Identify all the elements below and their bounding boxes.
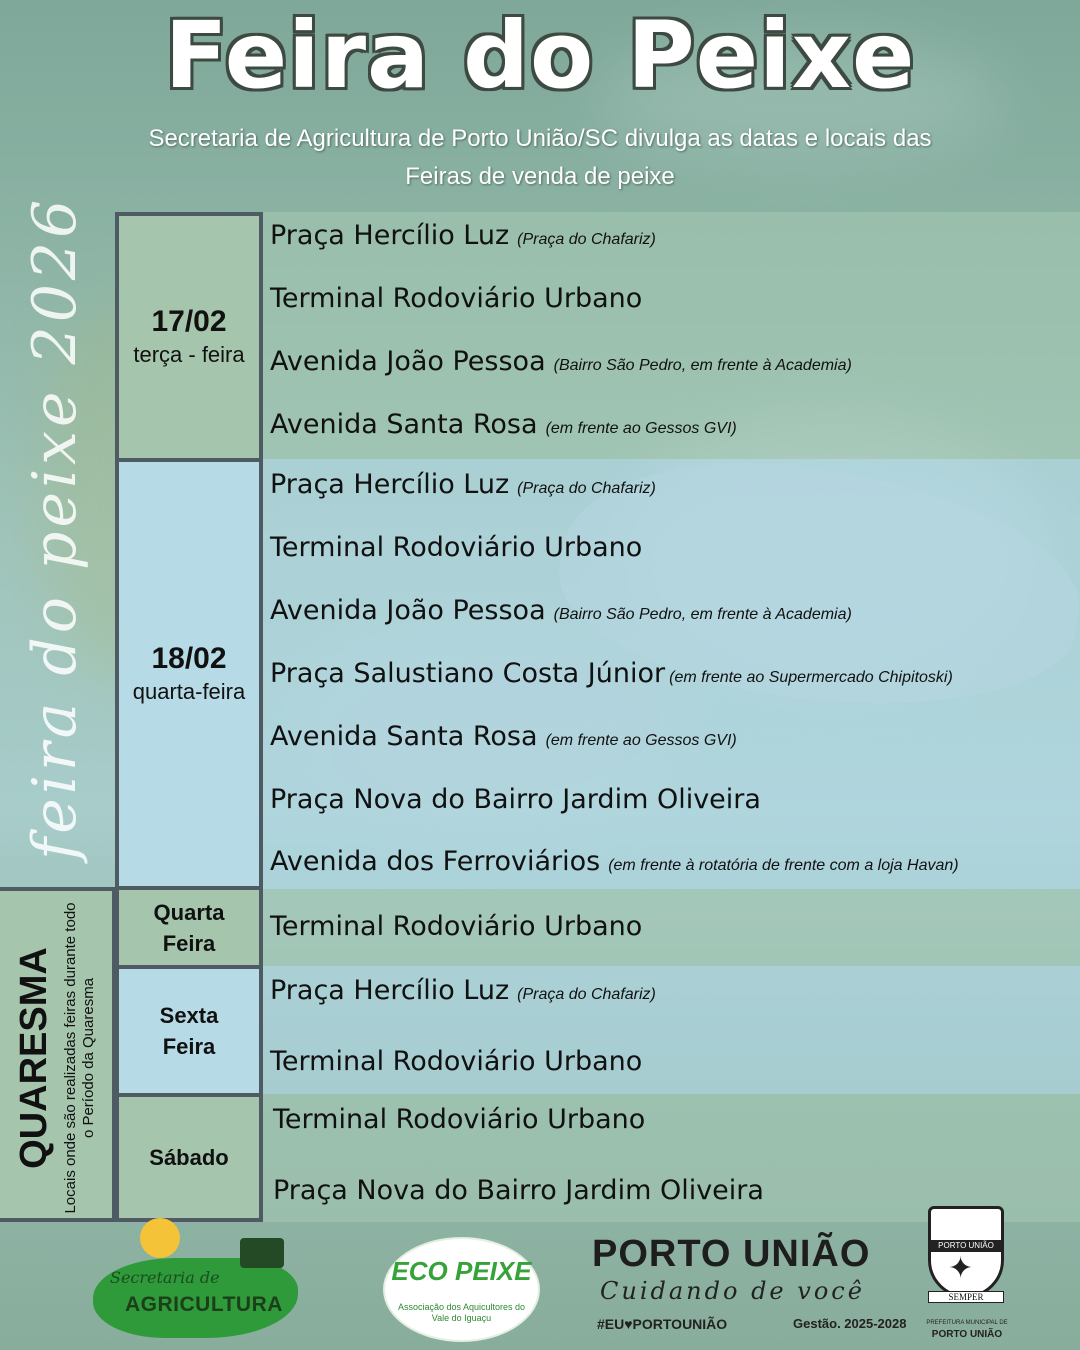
location-name: Avenida Santa Rosa bbox=[270, 409, 538, 440]
location-note: (Bairro São Pedro, em frente à Academia) bbox=[553, 357, 852, 374]
location-name: Praça Hercílio Luz bbox=[270, 469, 510, 500]
location-name: Praça Nova do Bairro Jardim Oliveira bbox=[273, 1175, 764, 1206]
location-item bbox=[270, 975, 656, 1006]
location-item bbox=[270, 658, 953, 689]
location-item bbox=[270, 532, 642, 563]
subtitle-line: Secretaria de Agricultura de Porto União/SC divulga as datas e locais das bbox=[148, 125, 932, 152]
crest-band-text: PORTO UNIÃO bbox=[938, 1241, 994, 1250]
crest-motto: SEMPER bbox=[928, 1291, 1004, 1303]
crest-prefeitura-name: PORTO UNIÃO bbox=[931, 1329, 1003, 1340]
quaresma-panel bbox=[0, 887, 116, 1222]
weekday-label: terça - feira bbox=[133, 342, 245, 367]
location-item bbox=[270, 911, 642, 942]
crest-prefeitura-small: PREFEITURA MUNICIPAL DE bbox=[926, 1320, 1008, 1326]
location-name: Praça Hercílio Luz bbox=[270, 975, 510, 1006]
location-name: Praça Nova do Bairro Jardim Oliveira bbox=[270, 784, 761, 815]
weekday-label: quarta-feira bbox=[132, 679, 246, 704]
day-cell bbox=[115, 965, 263, 1097]
location-item bbox=[273, 1175, 764, 1206]
agriculture-logo-label: AGRICULTURA bbox=[125, 1293, 283, 1316]
location-item bbox=[270, 595, 852, 626]
location-note: (em frente à rotatória de frente com a loja Havan) bbox=[608, 857, 959, 874]
day-cell bbox=[115, 1093, 263, 1222]
eco-peixe-logo bbox=[383, 1237, 540, 1342]
location-item bbox=[270, 1046, 642, 1077]
date-label: 18/02 bbox=[151, 642, 227, 675]
date-label: 17/02 bbox=[151, 305, 227, 338]
location-item bbox=[270, 409, 737, 440]
day-label: Sábado bbox=[149, 1145, 229, 1170]
location-item bbox=[273, 1104, 645, 1135]
location-name: Avenida Santa Rosa bbox=[270, 721, 538, 752]
location-item bbox=[270, 283, 642, 314]
city-gestao: Gestão. 2025-2028 bbox=[793, 1316, 907, 1331]
location-item bbox=[270, 721, 737, 752]
location-name: Praça Salustiano Costa Júnior bbox=[270, 658, 666, 689]
quaresma-title: QUARESMA bbox=[13, 947, 55, 1169]
location-name: Terminal Rodoviário Urbano bbox=[273, 1104, 646, 1135]
day-label: Sexta bbox=[159, 1003, 219, 1028]
location-name: Avenida João Pessoa bbox=[270, 595, 546, 626]
day-label: Quarta bbox=[153, 899, 225, 925]
location-name: Terminal Rodoviário Urbano bbox=[270, 1046, 643, 1077]
location-item bbox=[270, 220, 656, 251]
location-note: (Praça do Chafariz) bbox=[517, 480, 656, 497]
agriculture-logo-script: Secretaria de bbox=[110, 1268, 220, 1287]
city-logo-slogan: Cuidando de você bbox=[600, 1277, 865, 1305]
quaresma-description: Locais onde são realizadas feiras durante todo o Período da Quaresma bbox=[62, 902, 97, 1214]
date-cell bbox=[115, 458, 263, 890]
city-logo-name: PORTO UNIÃO bbox=[592, 1233, 871, 1275]
city-hashtag: #EU♥PORTOUNIÃO bbox=[597, 1316, 728, 1332]
location-item bbox=[270, 469, 656, 500]
location-name: Terminal Rodoviário Urbano bbox=[270, 532, 643, 563]
location-note: (Praça do Chafariz) bbox=[517, 231, 656, 248]
date-cell bbox=[115, 212, 263, 462]
location-note: (Bairro São Pedro, em frente à Academia) bbox=[553, 606, 852, 623]
subtitle-line: Feiras de venda de peixe bbox=[405, 163, 675, 190]
location-name: Avenida dos Ferroviários bbox=[270, 846, 601, 877]
location-note: (Praça do Chafariz) bbox=[517, 986, 656, 1003]
page-title: Feira do Peixe bbox=[164, 2, 916, 109]
location-name: Avenida João Pessoa bbox=[270, 346, 546, 377]
tractor-icon bbox=[240, 1238, 284, 1268]
location-name: Praça Hercílio Luz bbox=[270, 220, 510, 251]
location-item bbox=[270, 784, 761, 815]
location-note: (em frente ao Gessos GVI) bbox=[545, 420, 737, 437]
location-note: (em frente ao Gessos GVI) bbox=[545, 732, 737, 749]
sun-icon bbox=[140, 1218, 180, 1258]
side-vertical-text: feira do peixe 2026 bbox=[20, 195, 90, 860]
location-item bbox=[270, 346, 852, 377]
crest-prefeitura bbox=[924, 1318, 1010, 1340]
location-item bbox=[270, 846, 959, 877]
eco-peixe-subtitle: Associação dos Aquicultores do Vale do Iguaçu bbox=[397, 1302, 526, 1323]
day-label: Feira bbox=[162, 1034, 216, 1059]
page-subtitle bbox=[100, 120, 980, 196]
eco-peixe-name: ECO PEIXE bbox=[391, 1256, 532, 1286]
location-name: Terminal Rodoviário Urbano bbox=[270, 911, 643, 942]
location-note: (em frente ao Supermercado Chipitoski) bbox=[669, 669, 953, 686]
day-label: Feira bbox=[162, 930, 216, 956]
star-icon: ✦ bbox=[948, 1251, 974, 1286]
day-cell bbox=[115, 886, 263, 969]
location-name: Terminal Rodoviário Urbano bbox=[270, 283, 643, 314]
